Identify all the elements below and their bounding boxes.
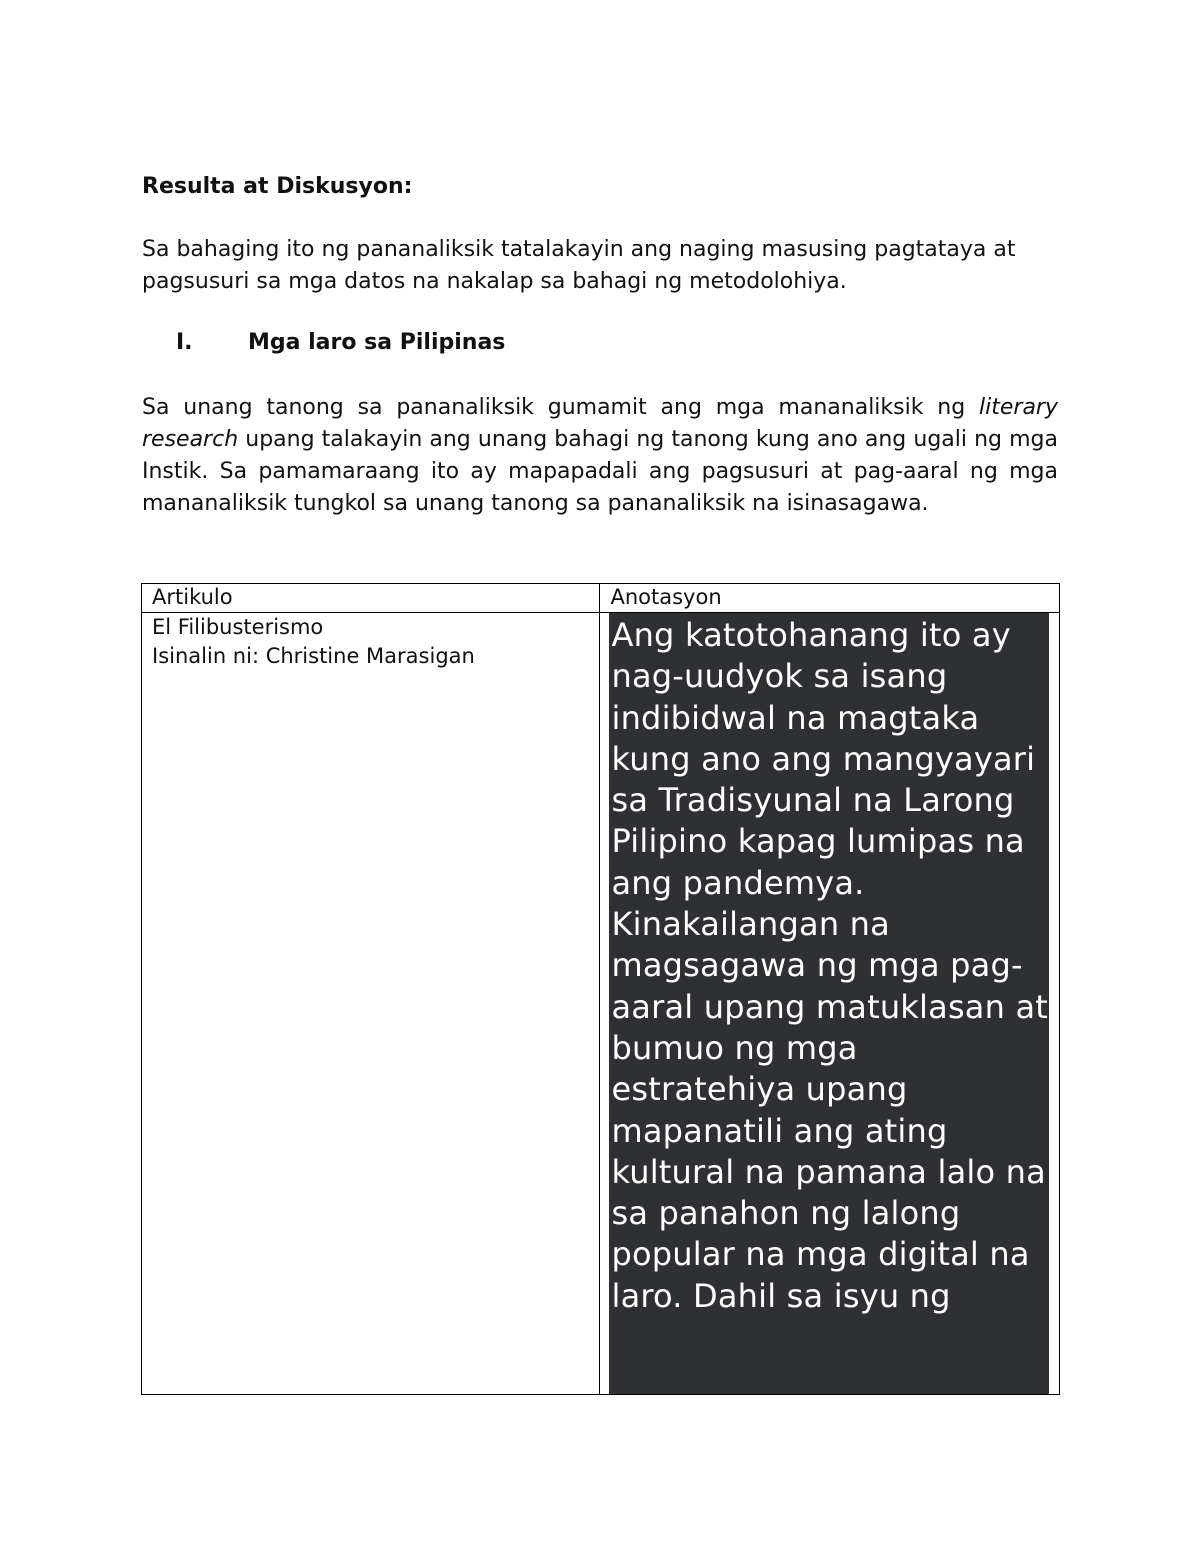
section-title	[176, 330, 505, 355]
article-title: El Filibusterismo	[152, 615, 324, 639]
results-heading: Resulta at Diskusyon:	[142, 174, 413, 199]
section-title-text: Mga laro sa Pilipinas	[248, 330, 506, 355]
method-paragraph	[142, 392, 1058, 520]
method-paragraph-lead: Sa unang tanong sa pananaliksik gumamit ang mga mananaliksik ng	[142, 395, 980, 420]
method-paragraph-rest: upang talakayin ang unang bahagi ng tanong kung ano ang ugali ng mga Instik. Sa pamamaraang ito ay mapapadali ang pagsusuri at pag-aaral ng mga mananaliksik tungkol sa unang tanong sa pananaliksik na isinasagawa.	[142, 427, 1058, 516]
annotation-table	[141, 583, 1060, 1395]
annotation-text: Ang katotohanang ito ay nag-uudyok sa isang indibidwal na magtaka kung ano ang mangyayari sa Tradisyunal na Larong Pilipino kapag lumipas na ang pandemya. Kinakailangan na magsagawa ng mga pag-aaral upang matuklasan at bumuo ng mga estratehiya upang mapanatili ang ating kultural na pamana lalo na sa panahon ng lalong popular na mga digital na laro. Dahil sa isyu ng	[609, 613, 1049, 1394]
article-author: Isinalin ni: Christine Marasigan	[152, 644, 475, 668]
table-row	[142, 613, 1060, 1395]
section-number: I.	[176, 330, 193, 355]
intro-paragraph: Sa bahaging ito ng pananaliksik tatalakayin ang naging masusing pagtataya at pagsusuri sa mga datos na nakalap sa bahagi ng metodolohiya.	[142, 237, 1016, 294]
method-paragraph-emphasis: literary research	[142, 395, 1058, 452]
article-cell	[142, 613, 600, 1395]
header-article: Artikulo	[142, 584, 600, 613]
header-annotation: Anotasyon	[600, 584, 1060, 613]
table-header-row	[142, 584, 1060, 613]
annotation-cell	[600, 613, 1060, 1395]
